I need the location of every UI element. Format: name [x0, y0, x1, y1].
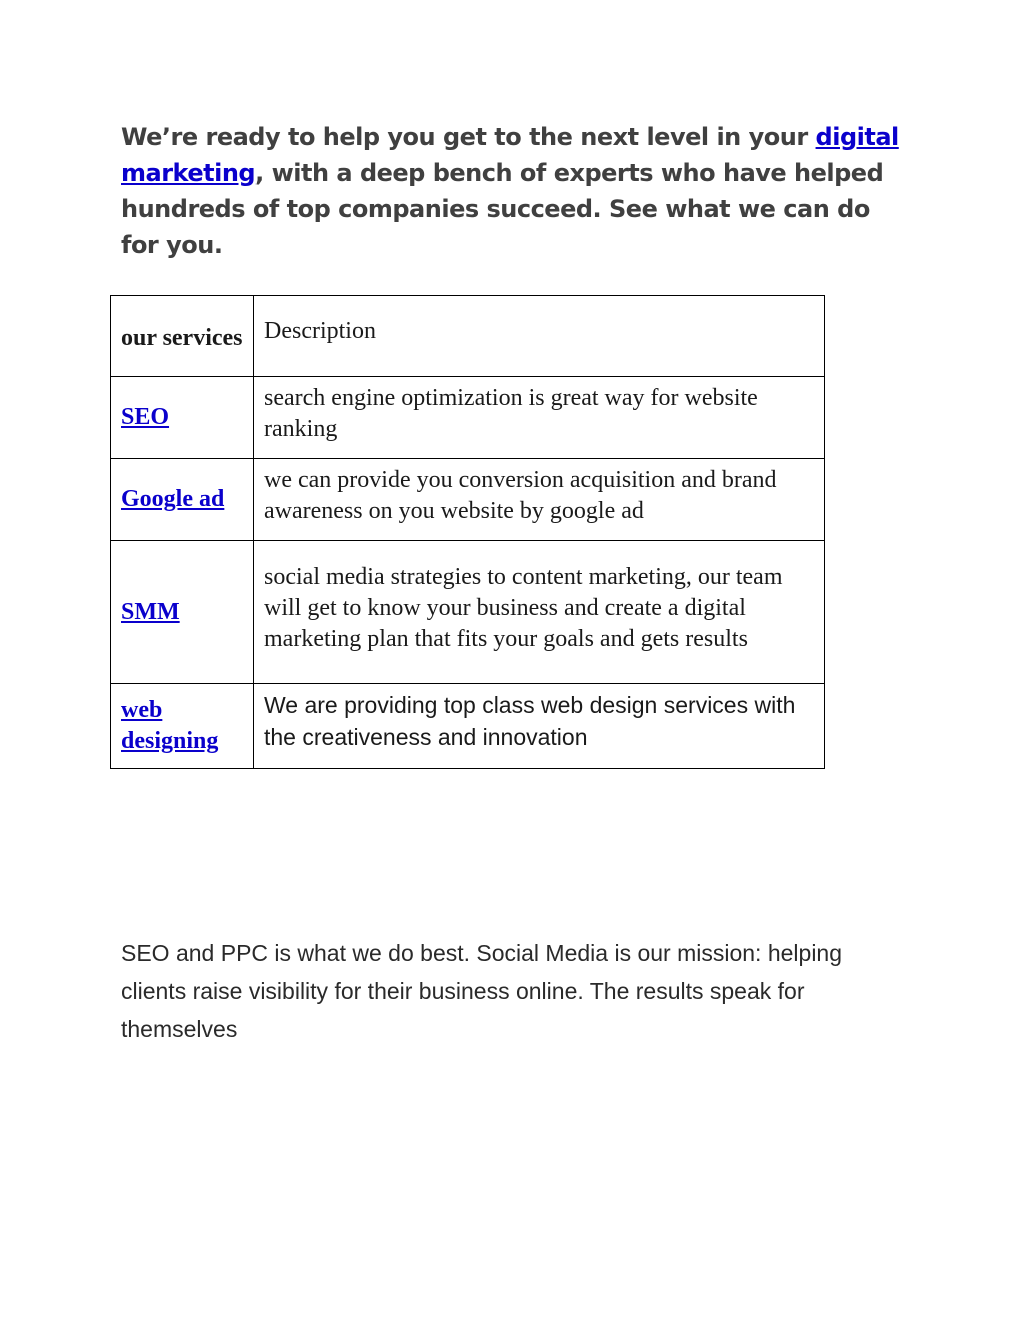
header-cell-services: [111, 296, 254, 377]
smm-description: social media strategies to content marketing, our team will get to know your business and create a digital marketing plan that fits your goals and gets results: [264, 563, 783, 652]
header-cell-description: [254, 296, 825, 377]
google-ad-link[interactable]: Google ad: [121, 486, 225, 512]
service-cell: [111, 684, 254, 769]
seo-link[interactable]: SEO: [121, 404, 170, 430]
description-cell: [254, 377, 825, 459]
google-ad-description: we can provide you conversion acquisition and brand awareness on you website by google ad: [264, 466, 777, 524]
table-header-row: [111, 296, 825, 377]
digital-marketing-link[interactable]: digital marketing: [121, 123, 899, 187]
service-cell: [111, 541, 254, 684]
header-services-label: our services: [121, 324, 243, 351]
table-row: [111, 541, 825, 684]
table-row: [111, 377, 825, 459]
table-row: [111, 459, 825, 541]
intro-text-before-link: We’re ready to help you get to the next level in your: [121, 123, 816, 151]
service-cell: [111, 377, 254, 459]
smm-link[interactable]: SMM: [121, 598, 180, 625]
web-designing-description: We are providing top class web design services with the creativeness and innovation: [264, 692, 796, 750]
web-designing-link[interactable]: web designing: [121, 697, 219, 754]
header-description-label: Description: [264, 317, 376, 344]
description-cell: [254, 684, 825, 769]
outro-paragraph: SEO and PPC is what we do best. Social Media is our mission: helping clients raise visibility for their business online. The results speak for themselves: [121, 940, 843, 1042]
description-cell: [254, 541, 825, 684]
service-cell: [111, 459, 254, 541]
seo-description: search engine optimization is great way for website ranking: [264, 384, 758, 442]
intro-paragraph: [121, 119, 911, 263]
services-table: [110, 295, 825, 769]
description-cell: [254, 459, 825, 541]
table-row: [111, 684, 825, 769]
intro-text-after-link: , with a deep bench of experts who have helped hundreds of top companies succeed. See what we can do for you.: [121, 159, 884, 259]
